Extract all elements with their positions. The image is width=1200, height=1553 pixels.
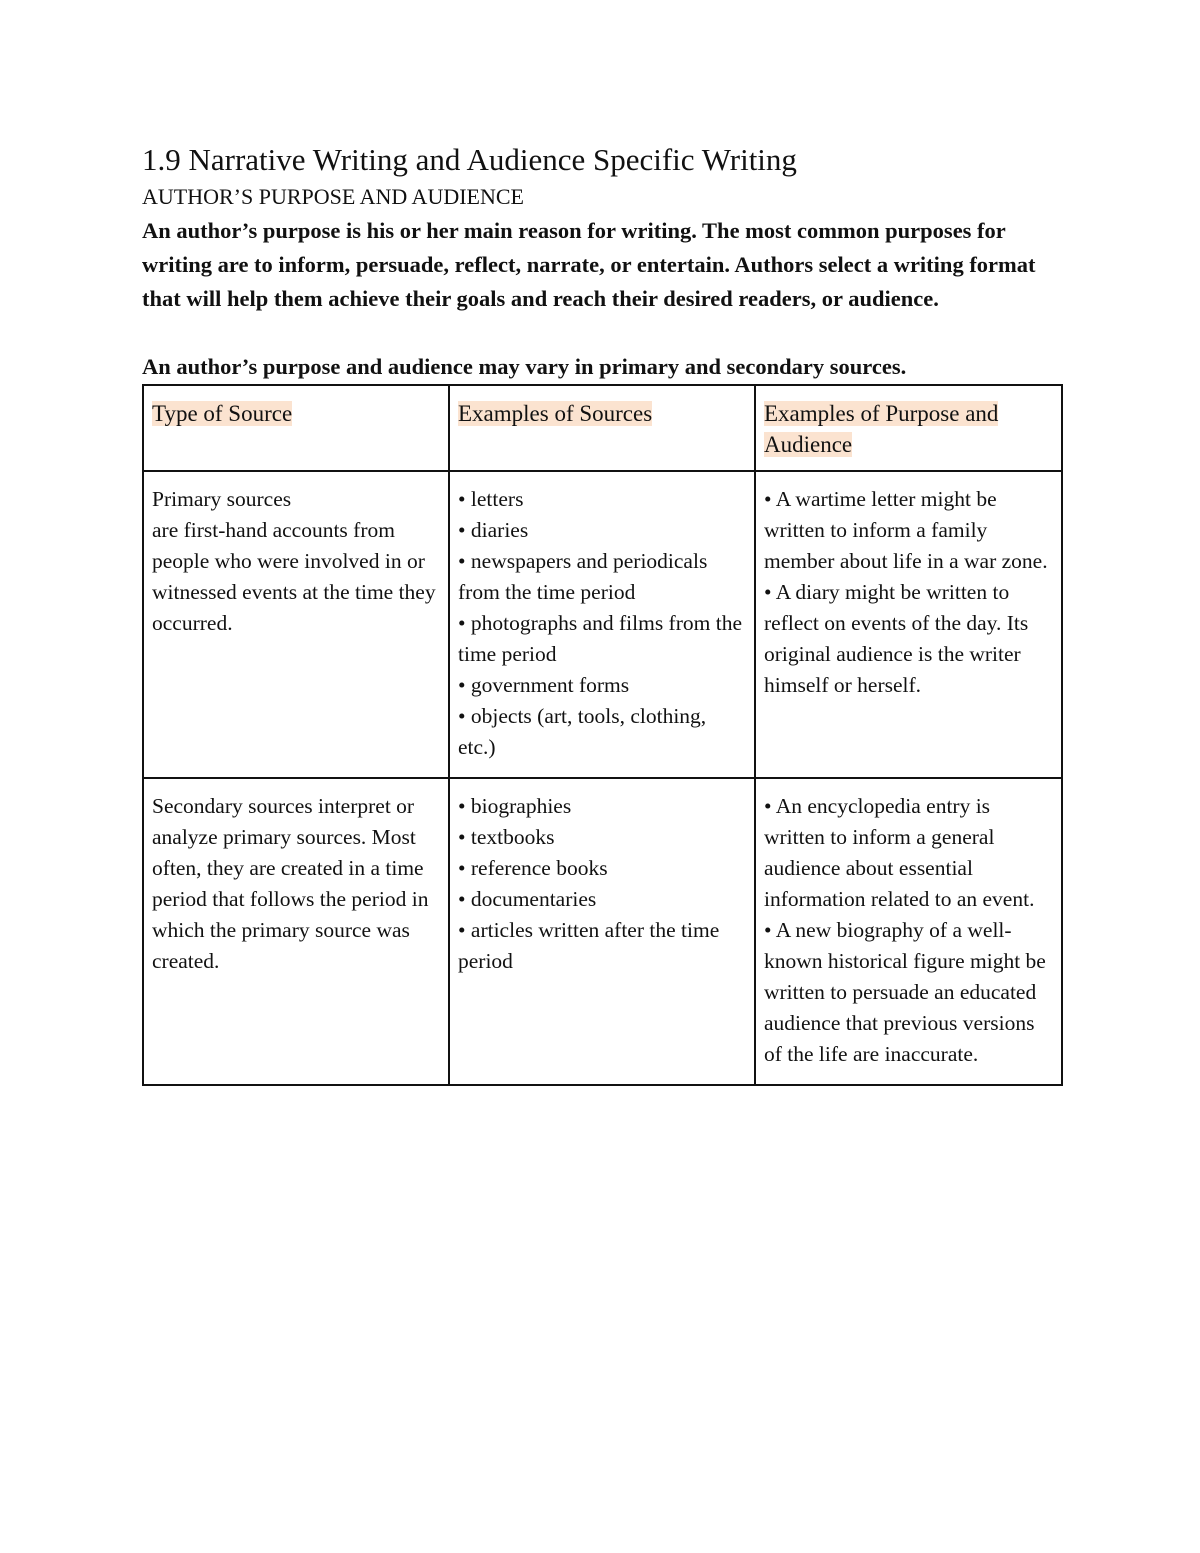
cell-text: • biographies • textbooks • reference books • documentaries • articles written after the time period: [458, 794, 720, 973]
examples-cell: [449, 778, 755, 1085]
cell-text: • letters • diaries • newspapers and periodicals from the time period • photographs and films from the time period • government forms • objects (art, tools, clothing, etc.): [458, 487, 742, 759]
type-cell: [143, 778, 449, 1085]
cell-text: Secondary sources interpret or analyze primary sources. Most often, they are created in a time period that follows the period in which the primary source was created.: [152, 794, 429, 973]
cell-text: Primary sources are first-hand accounts from people who were involved in or witnessed events at the time they occurred.: [152, 487, 436, 635]
header-label: Examples of Purpose and Audience: [764, 401, 999, 457]
cell-text: • A wartime letter might be written to inform a family member about life in a war zone. • A diary might be written to reflect on events of the day. Its original audience is the writer himself or herself.: [764, 487, 1048, 697]
document-page: [142, 140, 1062, 1086]
purpose-cell: [755, 778, 1062, 1085]
header-label: Examples of Sources: [458, 401, 653, 426]
examples-cell: [449, 471, 755, 778]
header-type-of-source: [143, 385, 449, 471]
table-row: [143, 471, 1062, 778]
type-cell: [143, 471, 449, 778]
header-purpose-and-audience: [755, 385, 1062, 471]
intro-paragraph: An author’s purpose is his or her main reason for writing. The most common purposes for writing are to inform, persuade, reflect, narrate, or entertain. Authors select a writing format that will help them achieve their goals and reach their desired readers, or audience.: [142, 218, 1036, 311]
section-heading: AUTHOR’S PURPOSE AND AUDIENCE: [142, 184, 524, 209]
purpose-cell: [755, 471, 1062, 778]
table-header-row: [143, 385, 1062, 471]
table-row: [143, 778, 1062, 1085]
header-label: Type of Source: [152, 401, 293, 426]
sources-table: [142, 384, 1063, 1086]
header-examples-of-sources: [449, 385, 755, 471]
cell-text: • An encyclopedia entry is written to inform a general audience about essential information related to an event. • A new biography of a well-known historical figure might be written to persuade an educated audience that previous versions of the life are inaccurate.: [764, 794, 1046, 1066]
page-title: 1.9 Narrative Writing and Audience Specific Writing: [142, 142, 797, 177]
table-lead-sentence: An author’s purpose and audience may vary in primary and secondary sources.: [142, 354, 907, 379]
